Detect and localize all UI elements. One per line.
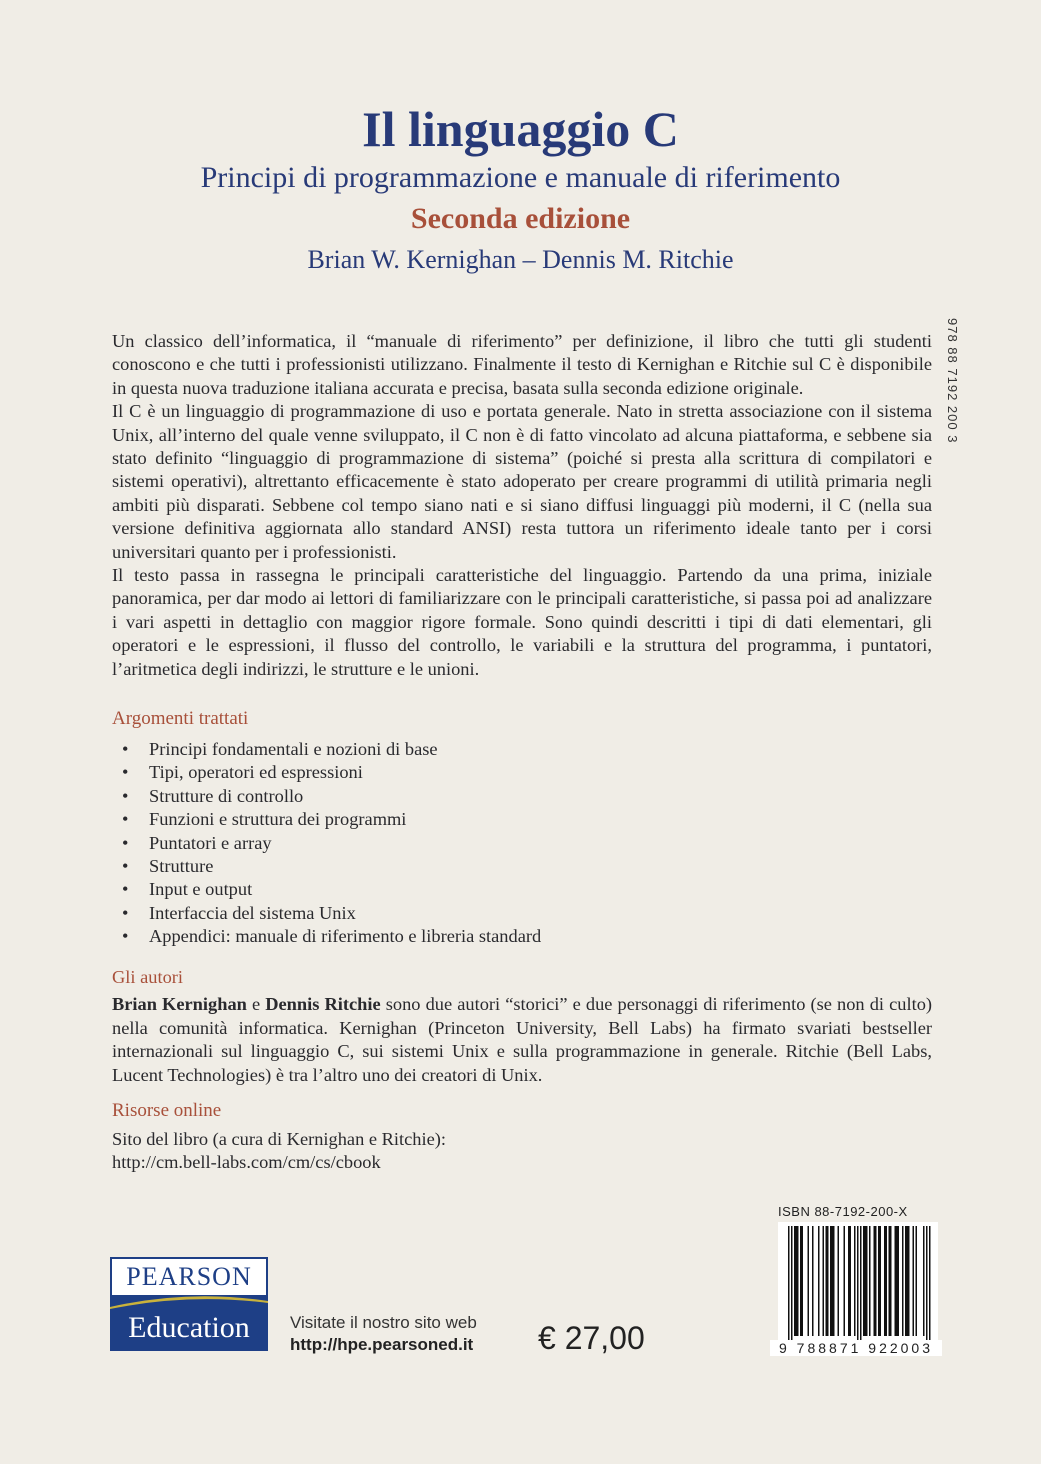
resources-section bbox=[112, 1098, 932, 1175]
barcode-bar bbox=[874, 1226, 876, 1336]
barcode-bar bbox=[884, 1226, 886, 1336]
barcode-bar bbox=[848, 1226, 850, 1336]
barcode-bar bbox=[878, 1226, 880, 1336]
barcode-bar bbox=[902, 1226, 904, 1336]
barcode-bar bbox=[832, 1226, 834, 1336]
topic-label: Appendici: manuale di riferimento e libreria standard bbox=[149, 926, 542, 947]
topics-heading: Argomenti trattati bbox=[112, 708, 249, 729]
list-item bbox=[112, 902, 932, 925]
description-paragraph: Il testo passa in rassegna le principali caratteristiche del linguaggio. Partendo da una prima, iniziale panoramica, per dar modo ai lettori di familiarizzare con le principali caratteristiche, si passa poi ad analizzare i vari aspetti in dettaglio con maggior rigore formale. Sono quindi descritti i tipi di dati elementari, gli operatori e le espressioni, il flusso del controllo, le variabili e la struttura del programma, i puntatori, l’aritmetica degli indirizzi, le strutture e le unioni. bbox=[112, 565, 932, 679]
logo-education-text: Education bbox=[128, 1311, 250, 1344]
barcode-bar bbox=[860, 1226, 862, 1344]
barcode-bar bbox=[875, 1226, 877, 1336]
bullet-icon: • bbox=[122, 809, 129, 830]
barcode-bar bbox=[880, 1226, 882, 1336]
list-item bbox=[112, 761, 932, 784]
bullet-icon: • bbox=[122, 926, 129, 947]
author-name-ritchie: Dennis Ritchie bbox=[265, 994, 381, 1015]
list-item bbox=[112, 738, 932, 761]
list-item bbox=[112, 855, 932, 878]
barcode-bar bbox=[913, 1226, 915, 1336]
book-subtitle: Principi di programmazione e manuale di riferimento bbox=[200, 161, 841, 194]
logo-pearson-text: PEARSON bbox=[110, 1257, 268, 1297]
barcode-bar bbox=[802, 1226, 804, 1336]
bullet-icon: • bbox=[122, 902, 129, 923]
barcode-bar bbox=[905, 1226, 907, 1336]
barcode-bar bbox=[923, 1226, 925, 1336]
visit-url: http://hpe.pearsoned.it bbox=[290, 1335, 474, 1354]
list-item bbox=[112, 832, 932, 855]
barcode-bar bbox=[907, 1226, 909, 1336]
bullet-icon: • bbox=[122, 785, 129, 806]
resources-heading: Risorse online bbox=[112, 1100, 222, 1121]
barcode-digits: 9 788871 922003 bbox=[770, 1340, 942, 1356]
barcode-bar bbox=[800, 1226, 802, 1336]
price: € 27,00 bbox=[538, 1320, 645, 1356]
author-conjunction: e bbox=[246, 994, 266, 1015]
barcode-icon bbox=[778, 1222, 938, 1346]
isbn13-vertical: 978 88 7192 200 3 bbox=[945, 318, 960, 444]
bullet-icon: • bbox=[122, 856, 129, 877]
barcode-bar bbox=[895, 1226, 897, 1336]
topic-label: Strutture bbox=[149, 856, 214, 877]
barcode-bar bbox=[863, 1226, 865, 1336]
barcode-bar bbox=[791, 1226, 793, 1344]
publisher-website bbox=[290, 1312, 550, 1356]
list-item bbox=[112, 925, 932, 948]
barcode-bar bbox=[788, 1226, 790, 1344]
bullet-icon: • bbox=[122, 739, 129, 759]
topic-label: Interfaccia del sistema Unix bbox=[149, 902, 356, 923]
barcode-bar bbox=[898, 1226, 900, 1336]
barcode-bar bbox=[916, 1226, 918, 1336]
topics-section bbox=[112, 706, 932, 949]
barcode-bar bbox=[890, 1226, 892, 1336]
topic-label: Puntatori e array bbox=[149, 832, 272, 853]
barcode-bar bbox=[857, 1226, 859, 1344]
barcode-bar bbox=[866, 1226, 868, 1336]
list-item bbox=[112, 878, 932, 901]
bullet-icon: • bbox=[122, 879, 129, 900]
topic-label: Principi fondamentali e nozioni di base bbox=[149, 739, 438, 759]
isbn10-label: ISBN 88-7192-200-X bbox=[778, 1204, 908, 1219]
topic-label: Input e output bbox=[149, 879, 253, 900]
description-paragraph: Un classico dell’informatica, il “manuale di riferimento” per definizione, il libro che tutti gli studenti conoscono e che tutti i professionisti utilizzano. Finalmente il testo di Kernighan e Ritchie sul C è disponibile in questa nuova traduzione italiana accurata e precisa, basata sulla seconda edizione originale. bbox=[112, 331, 932, 398]
barcode-bar bbox=[812, 1226, 814, 1336]
bullet-icon: • bbox=[122, 762, 129, 783]
bullet-icon: • bbox=[122, 832, 129, 853]
barcode-bar bbox=[926, 1226, 928, 1344]
book-edition: Seconda edizione bbox=[410, 202, 631, 235]
authors-section bbox=[112, 962, 932, 1087]
barcode-bar bbox=[818, 1226, 820, 1336]
barcode-block bbox=[770, 1200, 940, 1370]
barcode-bar bbox=[896, 1226, 898, 1336]
barcode-bar bbox=[827, 1226, 829, 1336]
barcode-bar bbox=[844, 1226, 846, 1336]
barcode-bar bbox=[854, 1226, 856, 1336]
barcode-bar bbox=[869, 1226, 871, 1336]
book-authors: Brian W. Kernighan – Dennis M. Ritchie bbox=[307, 245, 734, 274]
topic-label: Tipi, operatori ed espressioni bbox=[149, 762, 363, 783]
barcode-bar bbox=[796, 1226, 798, 1336]
barcode-bar bbox=[794, 1226, 796, 1336]
barcode-bar bbox=[833, 1226, 835, 1336]
topic-label: Funzioni e struttura dei programmi bbox=[149, 809, 407, 830]
cover-header bbox=[0, 100, 1041, 280]
topics-list bbox=[112, 738, 932, 949]
barcode-bar bbox=[850, 1226, 852, 1336]
topic-label: Strutture di controllo bbox=[149, 785, 304, 806]
authors-heading: Gli autori bbox=[112, 967, 183, 987]
barcode-bar bbox=[929, 1226, 931, 1344]
barcode-bar bbox=[886, 1226, 888, 1336]
description-paragraph: Il C è un linguaggio di programmazione di uso e portata generale. Nato in stretta associazione con il sistema Unix, all’interno del quale venne sviluppato, il C non è di fatto vincolato ad alcuna piattaforma, e sebbene sia stato definito “linguaggio di programmazione di sistema” (poiché si presta alla scrittura di compilatori e sistemi operativi), altrettanto efficacemente è stato adoperato per creare programmi di utilità primaria negli ambiti più disparati. Sebbene col tempo siano nati e si siano diffusi linguaggi più moderni, il C (nella sua versione definitiva aggiornata allo standard ANSI) resta tuttora un riferimento ideale tanto per i corsi universitari quanto per i professionisti. bbox=[112, 401, 932, 562]
barcode-bar bbox=[838, 1226, 840, 1336]
pearson-education-logo bbox=[110, 1257, 268, 1351]
authors-bio-text: sono due autori “storici” e due personaggi di riferimento (se non di culto) nella comunità informatica. Kernighan (Princeton University, Bell Labs) ha firmato svariati bestseller internazionali sul linguaggio C, sui sistemi Unix e sulla programmazione in generale. Ritchie (Bell Labs, Lucent Technologies) è tra l’altro uno dei creatori di Unix. bbox=[112, 994, 933, 1085]
authors-bio bbox=[112, 993, 932, 1087]
barcode-bar bbox=[797, 1226, 799, 1336]
book-title: Il linguaggio C bbox=[362, 101, 679, 157]
author-name-kernighan: Brian Kernighan bbox=[112, 994, 247, 1015]
barcode-bar bbox=[889, 1226, 891, 1336]
resources-site-label: Sito del libro (a cura di Kernighan e Ritchie): bbox=[112, 1129, 446, 1149]
list-item bbox=[112, 808, 932, 831]
description bbox=[112, 330, 932, 681]
resources-site-url: http://cm.bell-labs.com/cm/cs/cbook bbox=[112, 1152, 381, 1173]
barcode-bar bbox=[865, 1226, 867, 1336]
barcode-bar bbox=[908, 1226, 910, 1336]
barcode-bar bbox=[808, 1226, 810, 1336]
list-item bbox=[112, 785, 932, 808]
barcode-bar bbox=[826, 1226, 828, 1336]
barcode-bar bbox=[823, 1226, 825, 1336]
visit-label: Visitate il nostro sito web bbox=[290, 1313, 477, 1332]
barcode-bar bbox=[830, 1226, 832, 1336]
